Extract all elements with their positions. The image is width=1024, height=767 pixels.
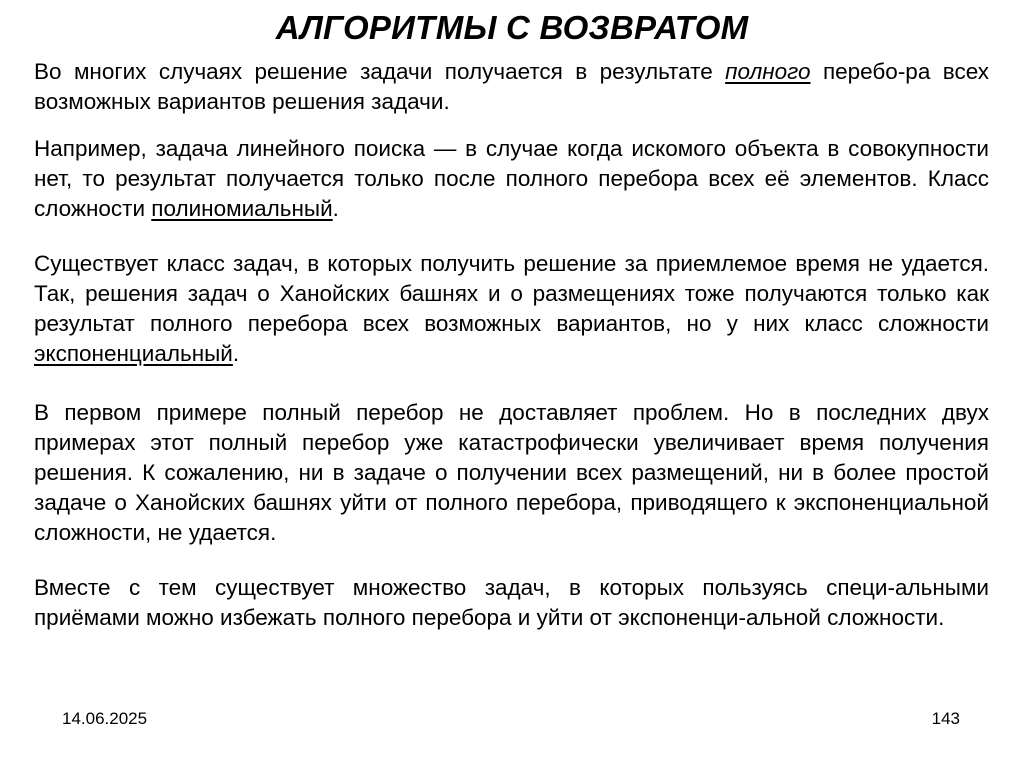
paragraph-linear-search-text-1: Например, задача линейного поиска — в случае когда искомого объекта в совокупности нет, то результат получается только после полного перебора всех её элементов. Класс сложности [34,136,989,221]
paragraph-exponential-class-text-2: . [232,341,240,366]
paragraph-avoid-full-search: Вместе с тем существует множество задач, в которых пользуясь специ-альными приёмами можно избежать полного перебора и уйти от экспоненци-альной сложности. [34,575,989,630]
paragraph-full-search-problems: В первом примере полный перебор не доставляет проблем. Но в последних двух примерах этот полный перебор уже катастрофически увеличивает время получения решения. К сожалению, ни в задаче о получении всех размещений, ни в более простой задаче о Ханойских башнях уйти от полного перебора, приводящего к экспоненциальной сложности, не удается. [34,400,989,545]
paragraph-linear-search [34,134,989,224]
paragraph-intro-text-2: перебо-ра всех возможных вариантов решения задачи. [34,59,989,114]
paragraph-exponential-class-text-1: Существует класс задач, в которых получить решение за приемлемое время не удается. Так, решения задач о Ханойских башнях и о размещениях тоже получаются только как результат полного перебора всех возможных вариантов, но у них класс сложности [34,251,989,336]
paragraph-linear-search-text-2: . [332,196,339,221]
emphasis-polynomial: полиномиальный [151,196,333,221]
emphasis-full: полного [725,59,811,84]
paragraph-intro-text-1: Во многих случаях решение задачи получается в результате [34,59,726,84]
slide-title: АЛГОРИТМЫ С ВОЗВРАТОМ [275,9,749,46]
footer-date: 14.06.2025 [62,709,148,728]
emphasis-exponential: экспоненциальный [34,341,233,366]
paragraph-intro [34,57,989,117]
paragraph-exponential-class [34,249,989,369]
page-number: 143 [931,709,960,728]
